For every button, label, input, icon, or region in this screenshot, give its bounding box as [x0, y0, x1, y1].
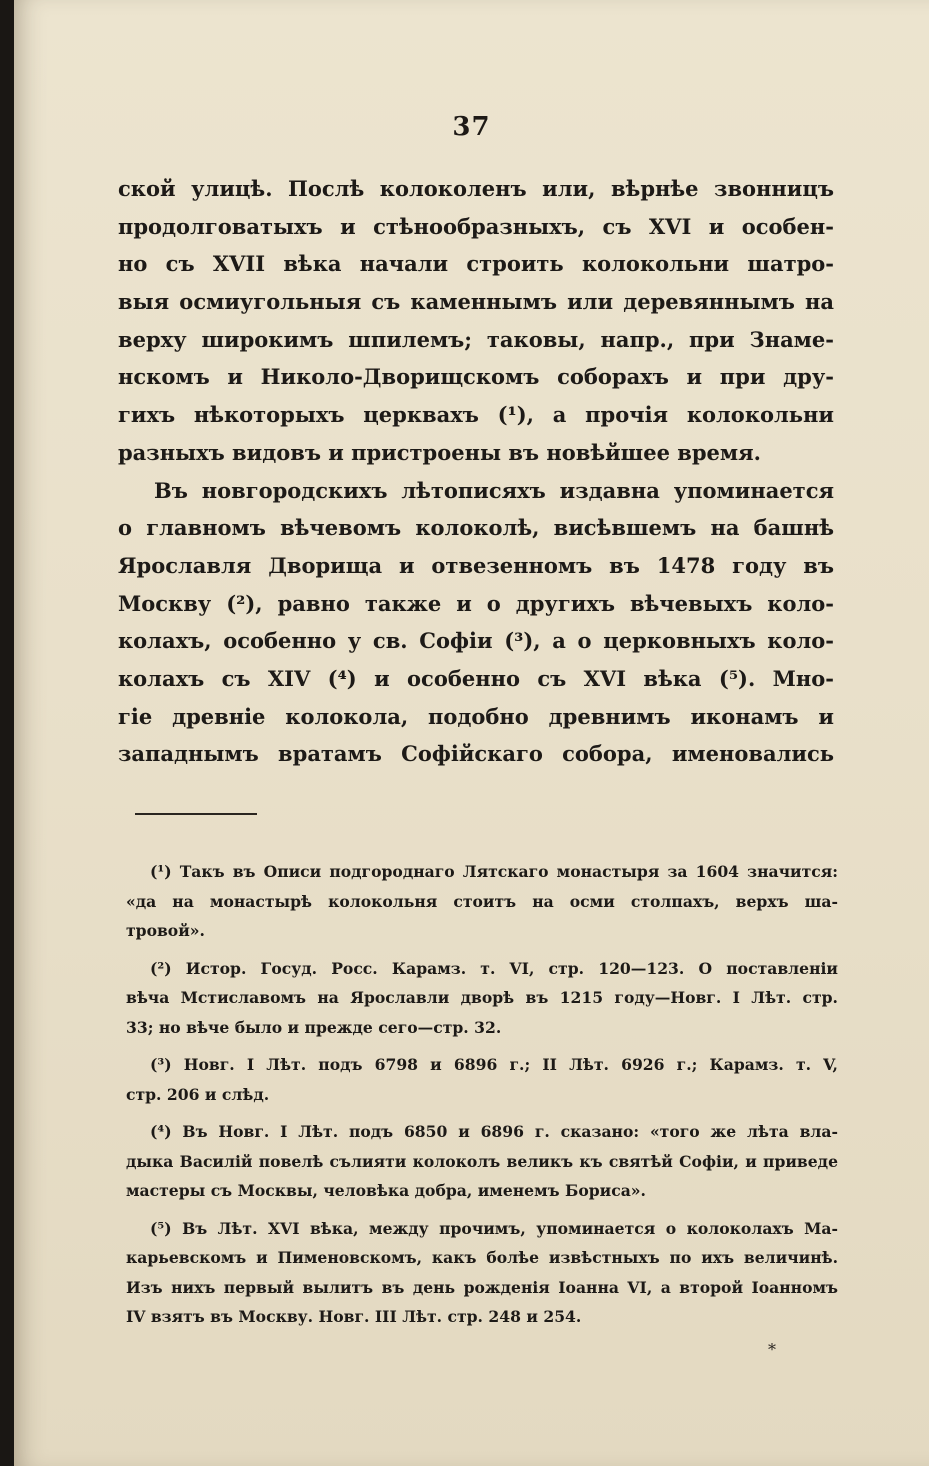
text-line: разныхъ видовъ и пристроены въ новѣйшее время.	[118, 439, 761, 465]
footnote-line: (¹) Такъ въ Описи подгороднаго Лятскаго монастыря за 1604 значится:	[150, 862, 838, 881]
footnote-3	[126, 1050, 838, 1109]
footnote-line: (⁵) Въ Лѣт. XVI вѣка, между прочимъ, упоминается о колоколахъ Ма-	[150, 1218, 838, 1238]
footnote-line: (³) Новг. I Лѣт. подъ 6798 и 6896 г.; II Лѣт. 6926 г.; Карамз. т. V,	[150, 1055, 838, 1074]
text-line: Въ новгородскихъ лѣтописяхъ издавна упоминается	[154, 477, 834, 503]
text-line: ской улицѣ. Послѣ колоколенъ или, вѣрнѣе звонницъ	[118, 176, 834, 201]
signature-mark: *	[768, 1340, 776, 1359]
footnote-line: «да на монастырѣ колокольня стоитъ на осми столпахъ, верхъ ша-	[126, 891, 838, 911]
footnote-line: тровой».	[126, 921, 205, 940]
footnote-2	[126, 954, 838, 1043]
footnote-line: дыка Василій повелѣ сълияти колоколъ великъ къ святѣй Софіи, и приведе	[126, 1151, 838, 1171]
book-page	[14, 0, 929, 1466]
footnote-line: карьевскомъ и Пименовскомъ, какъ болѣе извѣстныхъ по ихъ величинѣ.	[126, 1248, 838, 1267]
text-line: верху широкимъ шпилемъ; таковы, напр., при Знаме-	[118, 326, 834, 352]
footnote-line: Изъ нихъ первый вылитъ въ день рожденія Іоанна VI, а второй Іоанномъ	[126, 1277, 838, 1297]
footnote-4	[126, 1117, 838, 1206]
footnotes	[126, 857, 838, 1332]
footnote-separator	[135, 813, 257, 815]
text-line: гихъ нѣкоторыхъ церквахъ (¹), а прочія колокольни	[118, 402, 834, 428]
text-line: гіе древніе колокола, подобно древнимъ иконамъ и	[118, 703, 834, 729]
footnote-line: вѣча Мстиславомъ на Ярославли дворѣ въ 1215 году—Новг. I Лѣт. стр.	[126, 988, 838, 1007]
footnote-line: мастеры съ Москвы, человѣка добра, именемъ Бориса».	[126, 1181, 646, 1200]
footnote-line: 33; но вѣче было и прежде сего—стр. 32.	[126, 1017, 502, 1037]
text-line: западнымъ вратамъ Софійскаго собора, именовались	[118, 741, 834, 767]
text-line: колахъ, особенно у св. Софіи (³), а о церковныхъ коло-	[118, 628, 834, 654]
footnote-line: IV взятъ въ Москву. Новг. III Лѣт. стр. 248 и 254.	[126, 1307, 582, 1326]
text-line: колахъ съ XIV (⁴) и особенно съ XVI вѣка (⁵). Мно-	[118, 665, 834, 691]
text-line: Москву (²), равно также и о другихъ вѣчевыхъ коло-	[118, 590, 834, 616]
footnote-line: (⁴) Въ Новг. I Лѣт. подъ 6850 и 6896 г. сказано: «того же лѣта вла-	[150, 1122, 838, 1141]
main-text	[118, 170, 834, 773]
footnote-1	[126, 857, 838, 946]
text-line: но съ XVII вѣка начали строить колокольни шатро-	[118, 251, 834, 277]
text-line: о главномъ вѣчевомъ колоколѣ, висѣвшемъ на башнѣ	[118, 515, 834, 541]
footnote-line: (²) Истор. Госуд. Росс. Карамз. т. VI, стр. 120—123. О поставленіи	[150, 958, 838, 978]
page-number: 37	[452, 112, 491, 142]
footnote-5	[126, 1214, 838, 1332]
text-line: продолговатыхъ и стѣнообразныхъ, съ XVI и особен-	[118, 213, 834, 239]
text-line: нскомъ и Николо-Дворищскомъ соборахъ и при дру-	[118, 364, 834, 390]
text-line: выя осмиугольныя съ каменнымъ или деревяннымъ на	[118, 289, 834, 315]
text-line: Ярославля Дворища и отвезенномъ въ 1478 году въ	[118, 552, 834, 578]
footnote-line: стр. 206 и слѣд.	[126, 1084, 270, 1104]
